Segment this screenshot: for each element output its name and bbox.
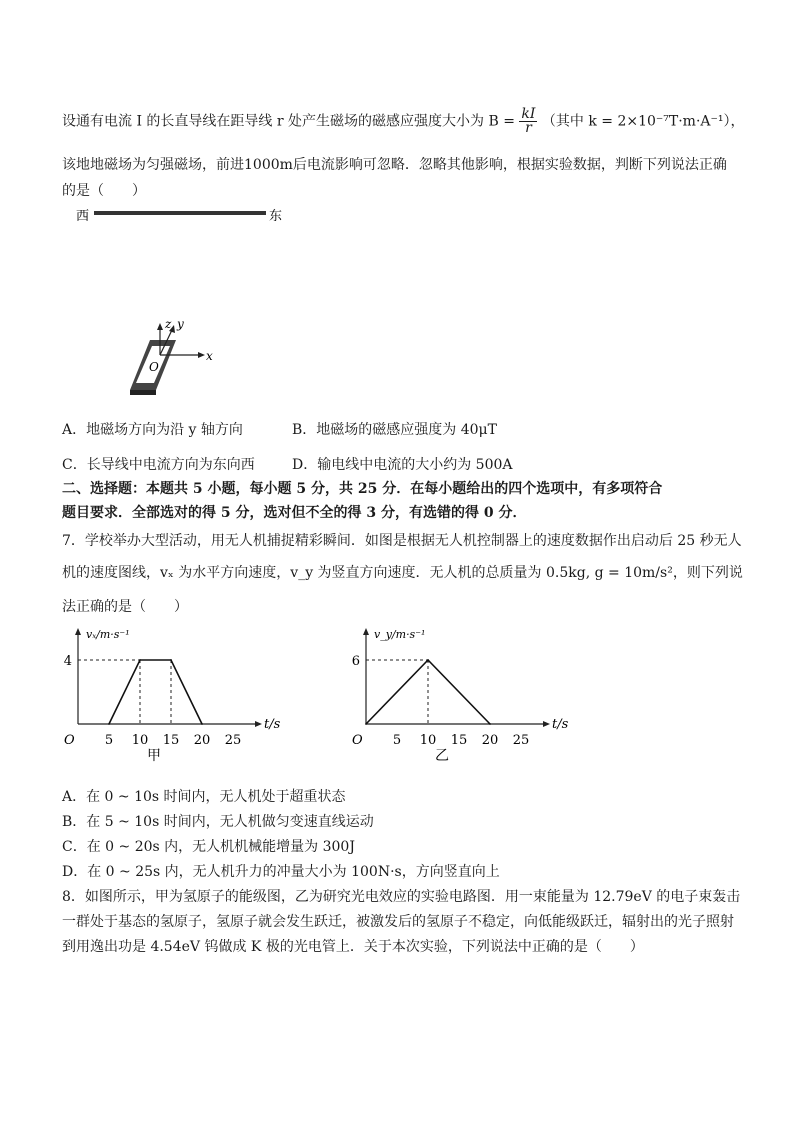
x-tick-label: 10 (131, 733, 149, 748)
axis-z-label: z (165, 317, 172, 331)
data-point (489, 723, 491, 725)
q8-line3: 到用逸出功是 4.54eV 钨做成 K 极的光电管上．关于本次实验，下列说法中正确的是（ ） (62, 939, 644, 955)
x-axis-arrow (255, 721, 262, 727)
q6-stem-line2: 该地地磁场为匀强磁场，前进1000m后电流影响可忽略．忽略其他影响，根据实验数据，判断下列说法正确 (62, 157, 727, 173)
x-tick-label: 15 (162, 733, 180, 748)
data-point (108, 723, 110, 725)
y-tick-label: 6 (351, 654, 360, 669)
chart-caption: 甲 (147, 748, 161, 764)
series-line (109, 660, 202, 724)
q6-stem-line1 (62, 108, 745, 135)
q6-stem-line1-a: 设通有电流 I 的长直导线在距导线 r 处产生磁场的磁感应强度大小为 B = (62, 113, 515, 130)
q7-line1: 7．学校举办大型活动，用无人机捕捉精彩瞬间．如图是根据无人机控制器上的速度数据作出启动后 25 秒无人 (62, 533, 742, 549)
fraction-numerator: kI (521, 106, 536, 122)
origin-label: O (149, 360, 159, 374)
q6-option-d: D．输电线中电流的大小约为 500A (292, 457, 513, 473)
chart-caption: 乙 (435, 748, 449, 764)
q7-option-c: C．在 0 ~ 20s 内，无人机机械能增量为 300J (62, 839, 355, 855)
y-axis-label: vₓ/m·s⁻¹ (86, 628, 130, 641)
west-label: 西 (76, 209, 90, 224)
q6-option-b: B．地磁场的磁感应强度为 40μT (292, 422, 497, 438)
q6-stem-line1-b: （其中 k = 2×10⁻⁷T·m·A⁻¹）， (541, 113, 745, 130)
section2-heading-line1: 二、选择题：本题共 5 小题，每小题 5 分，共 25 分．在每小题给出的四个选项中，有多项符合 (62, 481, 663, 497)
y-axis-arrow (75, 628, 81, 635)
y-axis-arrow (363, 628, 369, 635)
fraction-denominator: r (525, 120, 532, 136)
axis-x-label: x (206, 349, 213, 363)
x-tick-label: 25 (224, 733, 242, 748)
chart-jia (62, 618, 282, 768)
x-tick-label: 20 (481, 733, 499, 748)
data-point (365, 723, 367, 725)
data-point (139, 659, 141, 661)
x-axis-label: t/s (264, 717, 281, 732)
q6-option-c: C．长导线中电流方向为东向西 (62, 457, 255, 473)
x-tick-label: 20 (193, 733, 211, 748)
origin-label: O (352, 733, 363, 748)
q7-option-b: B．在 5 ~ 10s 时间内，无人机做匀变速直线运动 (62, 814, 374, 830)
x-tick-label: 5 (104, 733, 114, 748)
power-line (94, 211, 266, 215)
x-tick-label: 25 (512, 733, 530, 748)
chart-yi (350, 618, 570, 768)
x-tick-label: 5 (392, 733, 402, 748)
axis-y-label: y (177, 317, 184, 331)
x-tick-label: 10 (419, 733, 437, 748)
q8-line1: 8．如图所示，甲为氢原子的能级图，乙为研究光电效应的实验电路图．用一束能量为 12.79eV 的电子束轰击 (62, 889, 741, 905)
x-axis-label: t/s (552, 717, 569, 732)
data-point (201, 723, 203, 725)
q7-line2: 机的速度图线，vₓ 为水平方向速度，v_y 为竖直方向速度．无人机的总质量为 0.5kg, g = 10m/s²，则下列说 (62, 565, 743, 581)
q6-option-a: A．地磁场方向为沿 y 轴方向 (62, 422, 243, 438)
y-tick-label: 4 (63, 654, 72, 669)
q6-fraction (519, 108, 537, 135)
x-axis-arrow (543, 721, 550, 727)
y-axis-label: v_y/m·s⁻¹ (374, 628, 426, 641)
q7-option-a: A．在 0 ~ 10s 时间内，无人机处于超重状态 (62, 789, 346, 805)
q6-stem-line3: 的是（ ） (62, 183, 146, 199)
q8-line2: 一群处于基态的氢原子，氢原子就会发生跃迁，被激发后的氢原子不稳定，向低能级跃迁，辐射出的光子照射 (62, 914, 734, 930)
origin-label: O (64, 733, 75, 748)
x-tick-label: 15 (450, 733, 468, 748)
q7-line3: 法正确的是（ ） (62, 599, 188, 615)
east-label: 东 (269, 209, 283, 224)
data-point (427, 659, 429, 661)
section2-heading-line2: 题目要求．全部选对的得 5 分，选对但不全的得 3 分，有选错的得 0 分． (62, 505, 527, 521)
q6-figure (60, 200, 300, 405)
data-point (170, 659, 172, 661)
q7-option-d: D．在 0 ~ 25s 内，无人机升力的冲量大小为 100N·s，方向竖直向上 (62, 864, 500, 880)
